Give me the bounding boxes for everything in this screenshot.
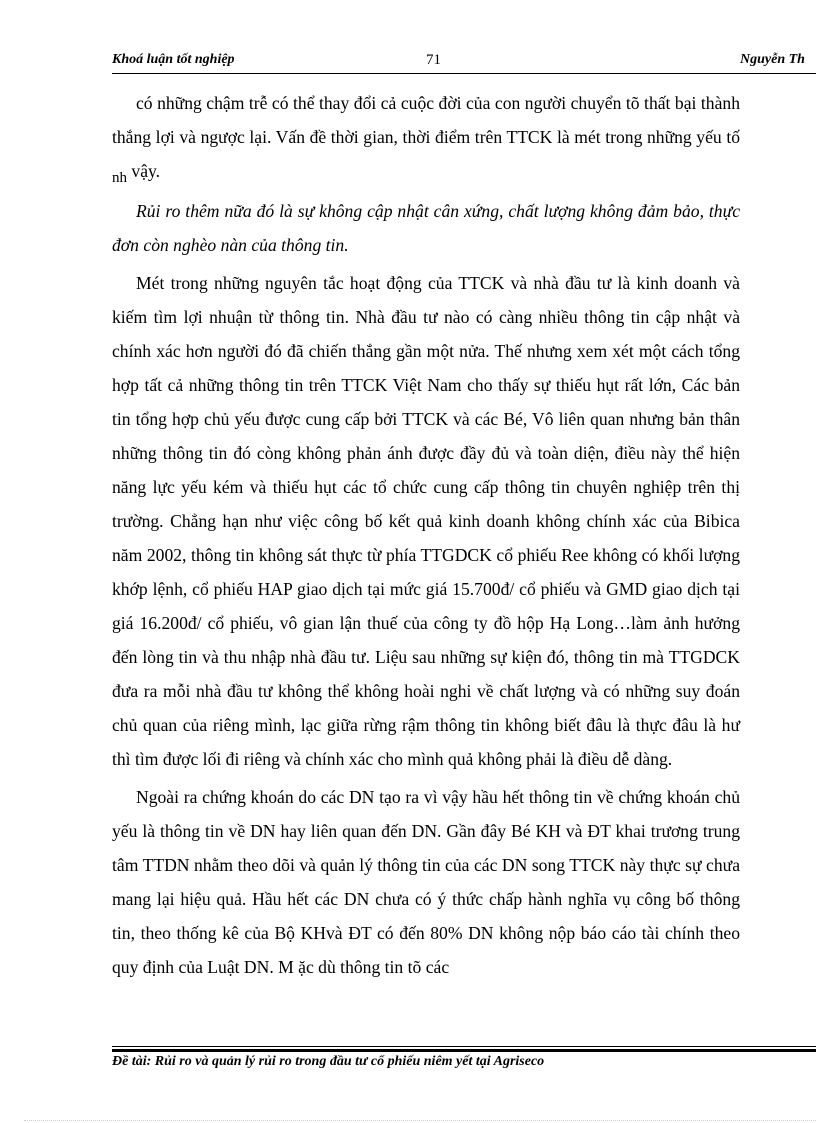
footer-rule-thick (112, 1049, 816, 1052)
paragraph-continuation (112, 86, 740, 190)
header-rule (112, 73, 816, 74)
paragraph-enterprise-info: Ngoài ra chứng khoán do các DN tạo ra vì vậy hầu hết thông tin về chứng khoán chủ yếu là thông tin về DN hay liên quan đến DN. Gần đây Bé KH và ĐT khai trương trung tâm TTDN nhằm theo dõi và quản lý thông tin của các DN song TTCK này thực sự chưa mang lại hiệu quả. Hầu hết các DN chưa có ý thức chấp hành nghĩa vụ công bố thông tin, theo thống kê của Bộ KHvà ĐT có đến 80% DN không nộp báo cáo tài chính theo quy định của Luật DN. M ặc dù thông tin tõ các (112, 787, 740, 977)
page-edge-dotted-line (24, 1120, 816, 1121)
page-body (112, 86, 740, 988)
paragraph-text: có những chậm trễ có thể thay đổi cả cuộc đời của con người chuyển tõ thất bại thành thắng lợi và ngược lại. Vấn đề thời gian, thời điểm trên TTCK là mét trong những yếu tố (112, 93, 740, 147)
page-number: 71 (426, 52, 441, 68)
header-author-name: Nguyễn Th (740, 52, 805, 67)
paragraph-italic-risk: Rủi ro thêm nữa đó là sự không cập nhật cân xứng, chất lượng không đảm bảo, thực đơn còn nghèo nàn của thông tin. (112, 201, 740, 255)
paragraph-text-end: vậy. (127, 161, 161, 181)
footer-topic: Đề tài: Rủi ro và quản lý rủi ro trong đầu tư cổ phiếu niêm yết tại Agriseco (112, 1054, 545, 1069)
footer-rule-thin (112, 1046, 816, 1047)
paragraph-information-risk: Mét trong những nguyên tắc hoạt động của TTCK và nhà đầu tư là kinh doanh và kiếm tìm lợi nhuận từ thông tin. Nhà đầu tư nào có càng nhiều thông tin cập nhật và chính xác hơn người đó đã chiến thắng gần một nửa. Thế nhưng xem xét một cách tổng hợp tất cả những thông tin trên TTCK Việt Nam cho thấy sự thiếu hụt rất lớn, Các bản tin tổng hợp chủ yếu được cung cấp bởi TTCK và các Bé, Vô liên quan nhưng bản thân những thông tin đó còng không phản ánh được đầy đủ và toàn diện, điều này thể hiện năng lực yếu kém và thiếu hụt các tổ chức cung cấp thông tin chuyên nghiệp trên thị trường. Chẳng hạn như việc công bố kết quả kinh doanh không chính xác của Bibica năm 2002, thông tin không sát thực từ phía TTGDCK cổ phiếu Ree không có khối lượng khớp lệnh, cổ phiếu HAP giao dịch tại mức giá 15.700đ/ cổ phiếu và GMD giao dịch tại giá 16.200đ/ cổ phiếu, vô gian lận thuế của công ty đồ hộp Hạ Long…làm ảnh hưởng đến lòng tin và thu nhập nhà đầu tư. Liệu sau những sự kiện đó, thông tin mà TTGDCK đưa ra mỗi nhà đầu tư không thể không hoài nghi về chất lượng và có những suy đoán chủ quan của riêng mình, lạc giữa rừng rậm thông tin không biết đâu là thực đâu là hư thì tìm được lối đi riêng và chính xác cho mình quả không phải là điều dễ dàng. (112, 273, 740, 769)
header-thesis-title: Khoá luận tốt nghiệp (112, 52, 235, 67)
subscript-fragment: nh (112, 170, 127, 186)
